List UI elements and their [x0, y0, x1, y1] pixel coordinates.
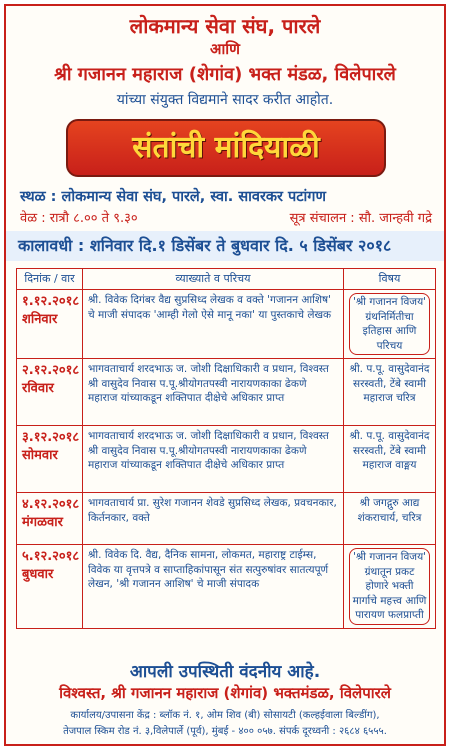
and-text: आणि [209, 40, 241, 58]
time-text: वेळ : रात्रौ ८.०० ते ९.३० [20, 211, 138, 226]
topic-cell [344, 545, 436, 629]
speaker-cell: भागवताचार्य प्रा. सुरेश गजानन शेवडे सुप्रसिध्द लेखक, प्रवचनकार, किर्तनकार, वक्ते [83, 493, 344, 545]
header-date: दिनांक / वार [17, 269, 83, 290]
trustees-text: विश्वस्त, श्री गजानन महाराज (शेगांव) भक्तमंडळ, विलेपारले [59, 684, 391, 702]
row-date: ३.१२.२०१८ [22, 430, 80, 445]
row-day: सोमवार [22, 448, 58, 463]
anchor-text: सूत्र संचालन : सौ. जान्हवी गद्रे [289, 211, 432, 226]
row-date: ५.१२.२०१८ [22, 549, 80, 564]
row-date: ४.१२.२०१८ [22, 497, 80, 512]
topic-cell [344, 290, 436, 359]
venue-text: स्थळ : लोकमान्य सेवा संघ, पारले, स्वा. सावरकर पटांगण [20, 189, 326, 205]
header-topic: विषय [344, 269, 436, 290]
header-speaker: व्याख्याते व परिचय [83, 269, 344, 290]
date-cell [17, 290, 83, 359]
topic-text: 'श्री गजानन विजय' ग्रंथनिर्मितीचा इतिहास आणि परिचय [349, 293, 430, 355]
date-cell [17, 545, 83, 629]
table-header-row [17, 269, 436, 290]
event-poster [4, 4, 446, 746]
topic-cell: श्री. प.पू. वासुदेवानंद सरस्वती, टेंबे स्वामी महाराज चरित्र [344, 359, 436, 426]
table-row [17, 359, 436, 426]
table-row [17, 426, 436, 493]
office-address-line1: कार्यालय/उपासना केंद्र : ब्लॉक नं. १, ओम शिव (बी) सोसायटी (कल्हईवाला बिल्डींग), [70, 710, 380, 721]
row-day: रविवार [22, 381, 54, 396]
topic-text: 'श्री गजानन विजय' ग्रंथातून प्रकट होणारे भक्ती मार्गाचे महत्त्व आणि पारायण फलप्राप्ती [349, 548, 430, 625]
co-organizer-name: श्री गजानन महाराज (शेगांव) भक्त मंडळ, विलेपारले [54, 64, 396, 85]
schedule-table [16, 268, 436, 629]
table-row [17, 545, 436, 629]
event-period: कालावधी : शनिवार दि.१ डिसेंबर ते बुधवार दि. ५ डिसेंबर २०१८ [6, 231, 444, 261]
speaker-cell: श्री. विवेक दि. वैद्य, दैनिक सामना, लोकमत, महाराष्ट्र टाईम्स, विवेक या वृत्तपत्रे व साप्ताहिकांपासून संत सत्पुरुषांवर सातत्यपूर्ण लेखन, 'श्री गजानन आशिष' चे माजी संपादक [83, 545, 344, 629]
date-cell [17, 359, 83, 426]
row-date: २.१२.२०१८ [22, 363, 80, 378]
table-row [17, 290, 436, 359]
date-cell [17, 493, 83, 545]
row-date: १.१२.२०१८ [22, 294, 80, 309]
presents-text: यांच्या संयुक्त विद्यमाने सादर करीत आहोत. [116, 92, 334, 108]
row-day: बुधवार [22, 567, 54, 582]
speaker-cell: श्री. विवेक दिगंबर वैद्य सुप्रसिध्द लेखक व वक्ते 'गजानन आशिष' चे माजी संपादक 'आम्ही गेलो ऐसे मानू नका' या पुस्तकाचे लेखक [83, 290, 344, 359]
event-title-banner [66, 119, 386, 177]
organizer-name: लोकमान्य सेवा संघ, पारले [129, 14, 321, 38]
date-cell [17, 426, 83, 493]
event-title: संतांची मांदियाळी [132, 130, 320, 165]
row-day: शनिवार [22, 312, 58, 327]
speaker-cell: भागवताचार्य शरदभाऊ ज. जोशी दिक्षाधिकारी व प्रधान, विश्वस्त श्री वासुदेव निवास प.पू.श्रीयोगतपस्वी नारायणकाका ढेकणे महाराज यांच्याकडून शक्तिपात दीक्षेचे अधिकार प्राप्त [83, 359, 344, 426]
invitation-text: आपली उपस्थिती वंदनीय आहे. [129, 662, 321, 682]
office-address-line2: तेजपाल स्किम रोड नं. ३,विलेपार्ले (पूर्व), मुंबई - ४०० ०५७. संपर्क दूरध्वनी : २६८४ ६५५५. [63, 726, 387, 737]
table-row [17, 493, 436, 545]
topic-cell: श्री. प.पू. वासुदेवानंद सरस्वती, टेंबे स्वामी महाराज वाङ्मय [344, 426, 436, 493]
speaker-cell: भागवताचार्य शरदभाऊ ज. जोशी दिक्षाधिकारी व प्रधान, विश्वस्त श्री वासुदेव निवास प.पू.श्रीयोगतपस्वी नारायणकाका ढेकणे महाराज यांच्याकडून शक्तिपात दीक्षेचे अधिकार प्राप्त [83, 426, 344, 493]
topic-cell: श्री जगद्गुरु आद्य शंकराचार्य, चरित्र [344, 493, 436, 545]
row-day: मंगळवार [22, 515, 63, 530]
